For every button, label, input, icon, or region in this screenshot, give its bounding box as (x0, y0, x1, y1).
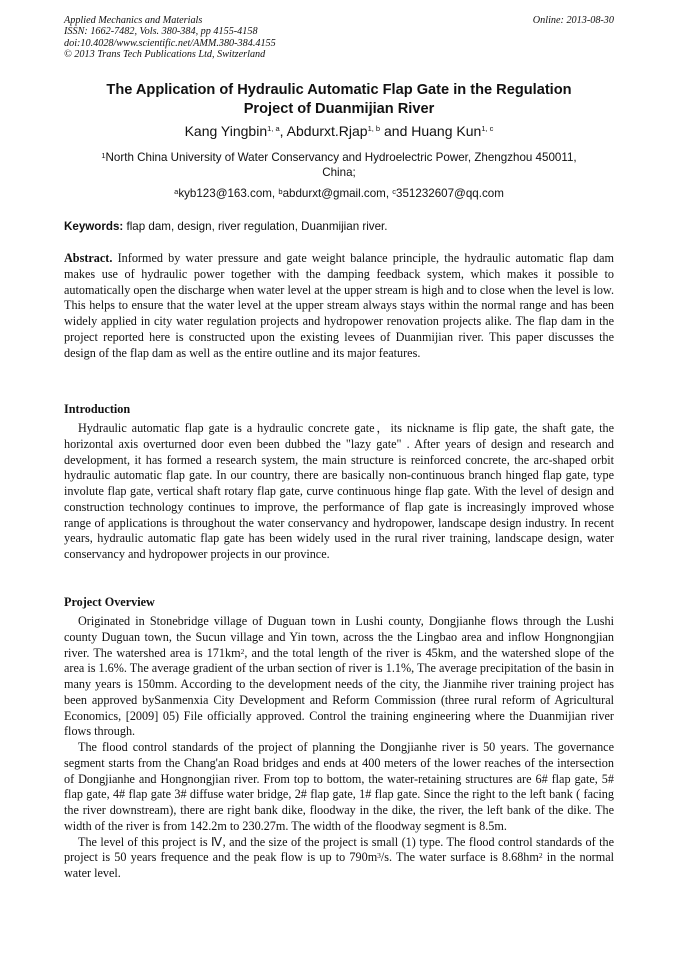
overview-p1-text-a: Originated in Stonebridge village of Duguan town in Lushi county, Dongjianhe flows through the Lushi county Duguan town, the Sucun village and Yin town, across the the Lingbao area and inflow Hongnongjian river. The watershed area is 171km (64, 614, 614, 660)
email-a: kyb123@163.com, (178, 187, 279, 200)
overview-paragraph-2: The flood control standards of the project of planning the Dongjianhe river is 50 years. The governance segment starts from the Chang'an Road bridges and ends at 400 meters of the lower reaches of the intersection of Dongjianhe and Hongnongjian river. From top to bottom, the water-retaining structures are 6# flap gate, 5# flap gate, 4# flap gate 3# diffuse water bridge, 2# flap gate, 1# flap gate. Since the right to the left bank ( facing the river downstream), there are right bank dike, floodway in the dike, the river, the left bank of the dike. The width of the river is from 142.2m to 230.27m. The width of the floodway segment is 8.5m. (64, 740, 614, 833)
email-c: 351232607@qq.com (396, 187, 504, 200)
author-2-sup: 1, b (367, 124, 381, 133)
overview-p1-text-b: , and the total length of the river is 45km, and the watershed slope of the area is 1.6%. The average gradient of the urban section of river is 1.1%, The average precipitation of the basin in many years is 150mm. According to the development needs of the city, the Jianmihe river training project has been approved bySanmenxia City Development and Reform Commission (three rural reform of Agricultural Economics, [2009] 05) File officially approved. Control the training engineering where the Duanmijian river flows through. (64, 645, 614, 739)
author-sep-2: and (380, 123, 412, 139)
author-1-sup: 1, a (267, 124, 280, 133)
journal-name: Applied Mechanics and Materials (64, 15, 203, 26)
overview-paragraph-3 (64, 835, 614, 882)
overview-p3-sup-1: 3 (377, 851, 381, 861)
author-3: Huang Kun (411, 123, 482, 139)
title-line-2: Project of Duanmijian River (243, 100, 435, 117)
introduction-body (64, 421, 614, 563)
introduction-heading: Introduction (64, 402, 131, 416)
title-line-1: The Application of Hydraulic Automatic Flap Gate in the Regulation (106, 82, 572, 98)
overview-p3-text-c: in the normal water level. (64, 850, 614, 880)
overview-p3-sup-2: 2 (538, 851, 543, 861)
email-b: abdurxt@gmail.com, (282, 187, 393, 200)
issn-line: ISSN: 1662-7482, Vols. 380-384, pp 4155-4158 (64, 26, 258, 38)
affiliation-text: North China University of Water Conservancy and Hydroelectric Power, Zhengzhou 450011, (105, 151, 577, 164)
email-c-sup: c (392, 187, 397, 196)
doi-line: doi:10.4028/www.scientific.net/AMM.380-384.4155 (64, 37, 276, 49)
abstract-text: Informed by water pressure and gate weight balance principle, the hydraulic automatic flap dam makes use of hydraulic power together with the damping feedback system, which makes it possible to automatically open the discharge when water level at the upper stream is high and to close when the level is low. This helps to ensure that the water level at the upper stream always stays within the normal range and has been widely applied in city water regulation projects and hydropower renovation projects alike. The flap dam in the project reported here is constructed upon the existing levees of Duanmijian river. This paper discusses the design of the flap dam as well as the entire outline and its major features. (64, 251, 614, 360)
author-list (64, 122, 614, 140)
overview-p3-text-a: The level of this project is Ⅳ, and the size of the project is small (1) type. The flood control standards of the project is 50 years frequence and the peak flow is up to 790m (64, 834, 614, 865)
overview-p3-text-b: /s. The water surface is 8.68hm (380, 850, 539, 865)
affiliation-line-1 (64, 150, 614, 165)
email-b-sup: b (278, 187, 283, 196)
overview-heading: Project Overview (64, 595, 155, 609)
author-3-sup: 1, c (481, 124, 494, 133)
overview-p1-sup: 2 (240, 646, 245, 656)
email-a-sup: a (174, 187, 179, 196)
overview-paragraph-1 (64, 614, 614, 740)
overview-body (64, 614, 614, 882)
author-1: Kang Yingbin (184, 123, 268, 139)
abstract (64, 251, 614, 361)
author-sep-1: , (279, 123, 287, 139)
affiliation-sup: 1 (101, 151, 106, 160)
affiliation (64, 150, 614, 180)
keywords-text: flap dam, design, river regulation, Duanmijian river. (123, 220, 388, 233)
journal-header (64, 15, 444, 61)
keywords (64, 219, 614, 234)
paper-title (64, 81, 614, 118)
author-2: Abdurxt.Rjap (286, 123, 368, 139)
online-date: Online: 2013-08-30 (532, 15, 614, 26)
introduction-paragraph: Hydraulic automatic flap gate is a hydraulic concrete gate，its nickname is flip gate, the shaft gate, the horizontal axis overturned door even been dubbed the "lazy gate" . After years of design and research and development, it has formed a research system, the main structure is reinforced concrete, the arc-shaped orbit hydraulic automatic flap gate. In our country, there are basically non-continuous branch hinged flap gate, type involute flap gate, vertical shaft rotary flap gate, curve continuous hinge flap gate. With the level of design and construction technology continues to improve, the performance of flap gate is increasingly improved whose range of applications is throughout the water conservancy and hydropower, landscape design industry. In recent years, hydraulic automatic flap gate has been widely used in the rural river training, landscape design, water conservancy and hydropower projects in our province. (64, 421, 614, 561)
email-list (64, 186, 614, 201)
keywords-label: Keywords: (64, 220, 124, 233)
abstract-label: Abstract. (64, 251, 113, 265)
affiliation-line-2: China; (322, 166, 356, 179)
copyright-line: © 2013 Trans Tech Publications Ltd, Switzerland (64, 49, 266, 61)
